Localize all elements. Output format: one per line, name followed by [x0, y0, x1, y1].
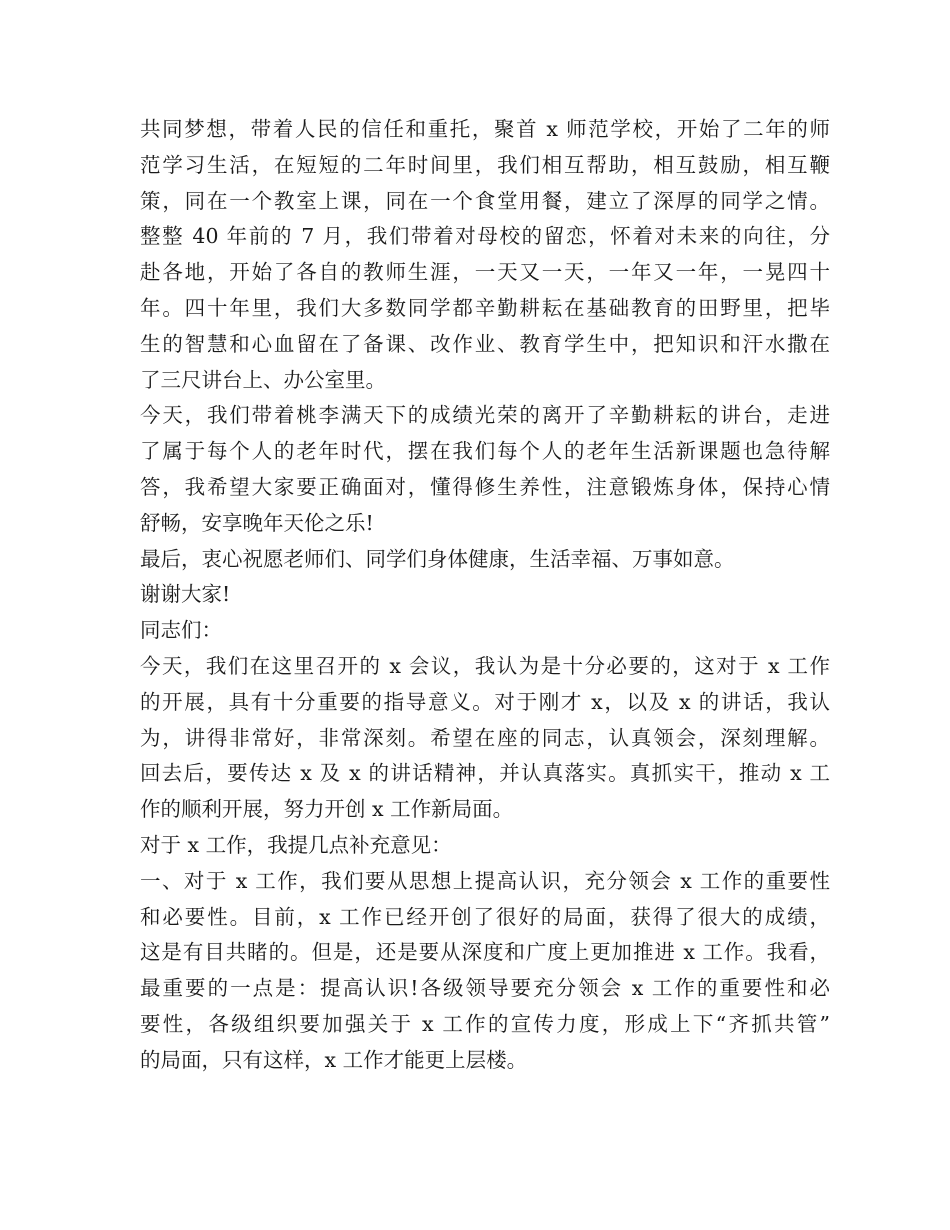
text-line: 答，我希望大家要正确面对，懂得修生养性，注意锻炼身体，保持心情	[140, 474, 830, 499]
text-line: 作的顺利开展，努力开创 x 工作新局面。	[140, 797, 514, 822]
text-line: 策，同在一个教室上课，同在一个食堂用餐，建立了深厚的同学之情。	[140, 188, 830, 213]
text-line: 生的智慧和心血留在了备课、改作业、教育学生中，把知识和汗水撒在	[140, 331, 830, 356]
text-line: 了三尺讲台上、办公室里。	[140, 367, 386, 392]
text-line: 这是有目共睹的。但是，还是要从深度和广度上更加推进 x 工作。我看，	[140, 940, 830, 965]
text-line: 对于 x 工作，我提几点补充意见：	[140, 832, 452, 857]
text-line: 整整 40 年前的 7 月，我们带着对母校的留恋，怀着对未来的向往，分	[140, 224, 830, 249]
text-line: 年。四十年里，我们大多数同学都辛勤耕耘在基础教育的田野里，把毕	[140, 295, 830, 320]
text-line: 回去后，要传达 x 及 x 的讲话精神，并认真落实。真抓实干，推动 x 工	[140, 761, 830, 786]
text-line: 一、对于 x 工作，我们要从思想上提高认识，充分领会 x 工作的重要性	[140, 868, 830, 893]
text-line: 舒畅，安享晚年天伦之乐!	[140, 510, 374, 535]
text-line: 谢谢大家!	[140, 582, 231, 607]
text-line: 的局面，只有这样，x 工作才能更上层楼。	[140, 1047, 528, 1072]
text-line: 为，讲得非常好，非常深刻。希望在座的同志，认真领会，深刻理解。	[140, 725, 830, 750]
text-line: 今天，我们带着桃李满天下的成绩光荣的离开了辛勤耕耘的讲台，走进	[140, 403, 830, 428]
text-line: 范学习生活，在短短的二年时间里，我们相互帮助，相互鼓励，相互鞭	[140, 152, 830, 177]
text-line: 今天，我们在这里召开的 x 会议，我认为是十分必要的，这对于 x 工作	[140, 653, 830, 678]
text-line: 最重要的一点是：提高认识!各级领导要充分领会 x 工作的重要性和必	[140, 976, 830, 1001]
document-body	[140, 112, 830, 1079]
text-line: 赴各地，开始了各自的教师生涯，一天又一天，一年又一年，一晃四十	[140, 260, 830, 285]
text-line: 的开展，具有十分重要的指导意义。对于刚才 x，以及 x 的讲话，我认	[140, 689, 830, 714]
text-line: 同志们：	[140, 618, 222, 643]
text-line: 和必要性。目前，x 工作已经开创了很好的局面，获得了很大的成绩，	[140, 904, 830, 929]
text-line: 共同梦想，带着人民的信任和重托，聚首 x 师范学校，开始了二年的师	[140, 117, 830, 141]
text-line: 了属于每个人的老年时代，摆在我们每个人的老年生活新课题也急待解	[140, 439, 830, 464]
text-line: 要性，各级组织要加强关于 x 工作的宣传力度，形成上下“齐抓共管”	[140, 1011, 830, 1036]
text-line: 最后，衷心祝愿老师们、同学们身体健康，生活幸福、万事如意。	[140, 546, 735, 571]
